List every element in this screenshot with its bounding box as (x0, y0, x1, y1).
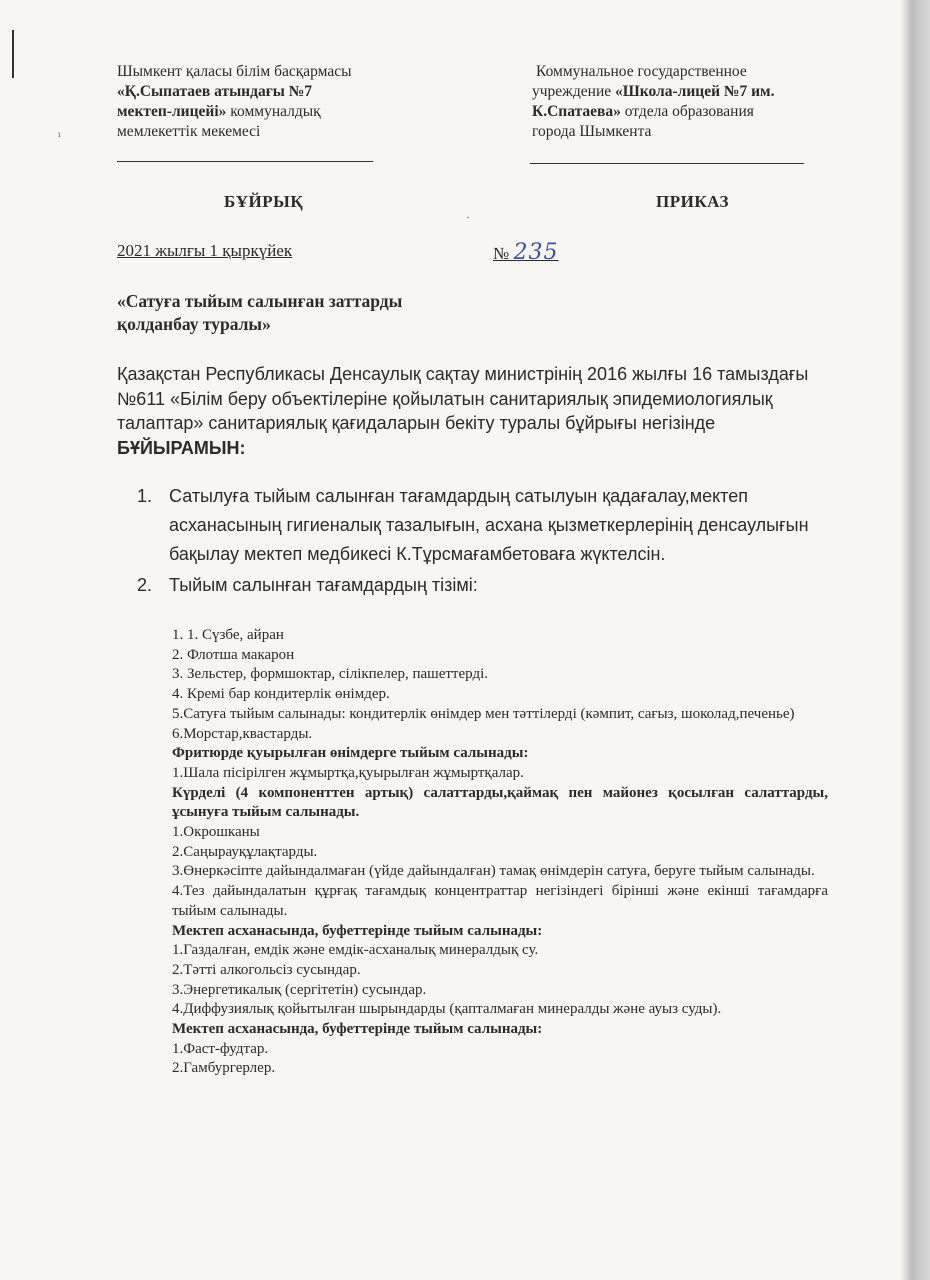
list-item: 5.Сатуға тыйым салынады: кондитерлік өнімдер мен тәттілерді (кәмпит, сағыз, шоколад,печенье) (172, 705, 795, 722)
header-kz-line4: мемлекеттік мекемесі (117, 123, 261, 140)
list-item: 1.Окрошканы (172, 824, 260, 841)
list-item: 2.Тәтті алкогольсіз сусындар. (172, 961, 361, 978)
list-item: 1.Газдалған, емдік және емдік-асханалық минералдық су. (172, 942, 539, 959)
main-item-number: 2. (137, 575, 153, 595)
list-item: 3.Энергетикалық (сергітетін) сусындар. (172, 981, 427, 998)
header-kz-line3-rest: коммуналдық (226, 103, 321, 120)
scan-speck: ⁱ (58, 130, 61, 144)
list-section-heading: Мектеп асханасында, буфеттерінде тыйым салынады: (172, 922, 543, 939)
prohibited-food-list (172, 626, 828, 1079)
header-ru-line3-bold: К.Спатаева» (532, 103, 621, 120)
list-item: 2. Флотша макарон (172, 646, 295, 663)
header-ru-line3 (532, 102, 852, 122)
order-number-prefix: № (493, 244, 514, 263)
main-item-text: Тыйым салынған тағамдардың тізімі: (169, 575, 478, 595)
list-item: 3. Зельстер, формшоктар, сілікпелер, пашеттерді. (172, 666, 488, 683)
header-ru-line2-bold: «Школа-лицей №7 им. (615, 83, 775, 100)
list-item: 6.Морстар,квастарды. (172, 725, 313, 742)
scan-edge-shadow (900, 0, 930, 1280)
order-number (493, 240, 558, 265)
list-section-heading: Фритюрде қуырылған өнімдерге тыйым салынады: (172, 745, 529, 762)
subject-line2: қолданбау туралы» (117, 314, 271, 334)
list-item: 4. Кремі бар кондитерлік өнімдер. (172, 686, 390, 703)
header-kazakh (117, 62, 417, 142)
list-item: 1.Шала пісірілген жұмыртқа,қуырылған жұмыртқалар. (172, 764, 524, 781)
list-item: 1. 1. Сүзбе, айран (172, 627, 284, 643)
header-kz-line3 (117, 102, 417, 122)
intro-text: Қазақстан Республикасы Денсаулық сақтау министрінің 2016 жылғы 16 тамыздағы №611 «Білім беру объектілеріне қойылатын санитариялық эпидемиологиялық талаптар» санитариялық қағидаларын бекіту туралы бұйрығы негізінде (117, 364, 809, 433)
intro-bold: БҰЙЫРАМЫН: (117, 437, 246, 458)
list-section-heading: Күрделі (4 компоненттен артық) салаттарды,қаймақ пен майонез қосылған салаттарды, ұсынуға тыйым салынады. (172, 784, 828, 821)
header-ru-line1: Коммунальное государственное (536, 63, 747, 80)
list-item: 3.Өнеркәсіпте дайындалмаған (үйде дайындалған) тамақ өнімдерін сатуға, беруге тыйым салынады. (172, 863, 815, 880)
scan-margin-mark (12, 30, 14, 78)
list-item: 4.Диффузиялық қойытылған шырындарды (қапталмаған минералды және ауыз суды). (172, 1001, 722, 1018)
header-ru-line2-rest: учреждение (532, 83, 615, 100)
main-item-number: 1. (137, 486, 153, 506)
intro-paragraph (117, 362, 837, 460)
order-subject (117, 290, 537, 336)
list-section-heading: Мектеп асханасында, буфеттерінде тыйым салынады: (172, 1021, 543, 1038)
header-ru-line4: города Шымкента (532, 123, 652, 140)
title-russian: ПРИКАЗ (656, 192, 729, 211)
header-russian (532, 62, 852, 142)
header-kz-line2: «Қ.Сыпатаев атындағы №7 (117, 83, 313, 100)
main-list-item (137, 482, 847, 569)
header-kz-rule (117, 161, 373, 162)
order-number-handwritten: 235 (513, 240, 559, 265)
list-item: 2.Саңырауқұлақтарды. (172, 843, 318, 860)
header-ru-line3-rest: отдела образования (620, 103, 754, 120)
scan-speck: · (466, 210, 470, 224)
main-item-text: Сатылуға тыйым салынған тағамдардың сатылуын қадағалау,мектеп асханасының гигиеналық тазалығын, асхана қызметкерлерінің денсаулығын бақылау мектеп медбикесі К.Тұрсмағамбетоваға жүктелсін. (169, 486, 809, 564)
subject-line1: «Сатуға тыйым салынған заттарды (117, 291, 403, 311)
order-date: 2021 жылғы 1 қыркүйек (117, 241, 293, 260)
main-list-item (137, 571, 847, 600)
title-kazakh: БҰЙРЫҚ (224, 192, 304, 211)
main-list (137, 482, 847, 600)
list-item: 2.Гамбургерлер. (172, 1060, 276, 1077)
header-ru-rule (530, 163, 804, 164)
header-kz-line1: Шымкент қаласы білім басқармасы (117, 63, 352, 80)
header-ru-line2 (532, 82, 852, 102)
header-kz-line3-bold: мектеп-лицейі» (117, 103, 227, 120)
list-item: 4.Тез дайындалатын құрғақ тағамдық концентраттар негізіндегі бірінші және екінші тағамдарға тыйым салынады. (172, 883, 828, 919)
list-item: 1.Фаст-фудтар. (172, 1040, 269, 1057)
